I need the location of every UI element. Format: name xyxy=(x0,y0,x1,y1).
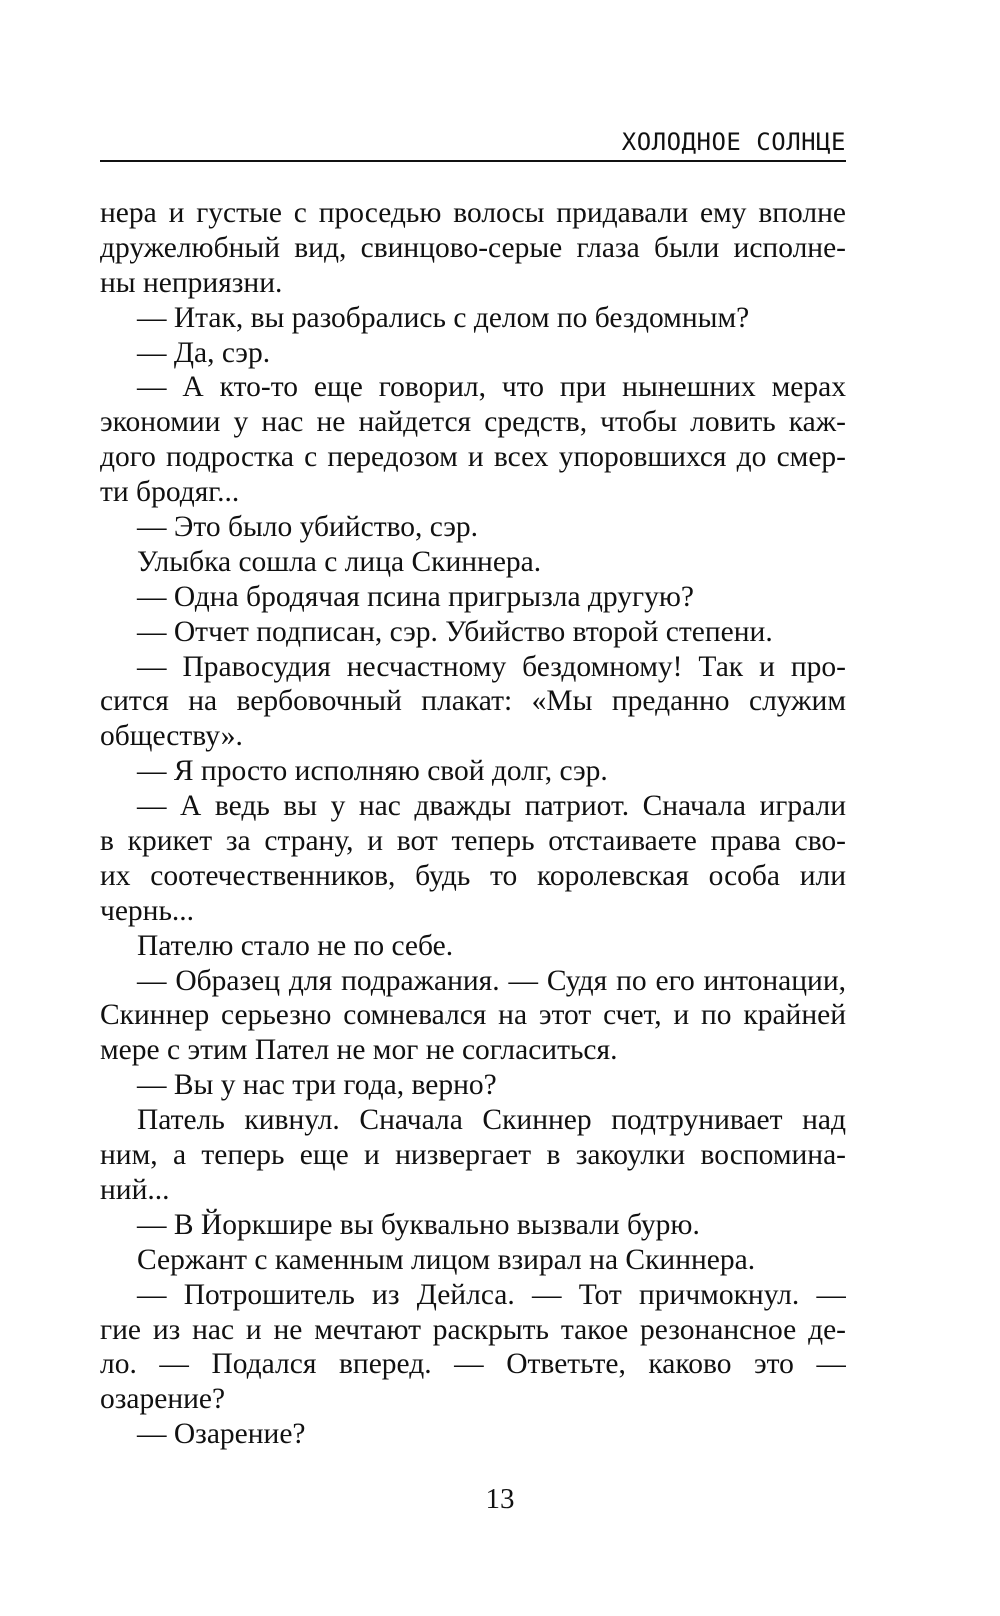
text-line: — Я просто исполняю свой долг, сэр. xyxy=(137,755,608,788)
text-line: — Образец для подражания. — Судя по его интонации, xyxy=(137,964,846,997)
body-text xyxy=(100,196,846,1452)
text-line: дружелюбный вид, свинцово-серые глаза были исполне- xyxy=(100,231,846,264)
text-line: в крикет за страну, и вот теперь отстаиваете права сво- xyxy=(100,825,846,858)
text-line: нера и густые с проседью волосы придавали ему вполне xyxy=(100,197,846,229)
text-line: — Правосудия несчастному бездомному! Так и про- xyxy=(137,650,846,683)
text-line: дого подростка с передозом и всех упоровшихся до смер- xyxy=(100,441,846,474)
text-line: — А кто-то еще говорил, что при нынешних мерах xyxy=(137,371,846,404)
text-line: Скиннер серьезно сомневался на этот счет, и по крайней xyxy=(100,999,846,1032)
text-line: — Потрошитель из Дейлса. — Тот причмокнул. — xyxy=(137,1278,846,1311)
text-line: ны неприязни. xyxy=(100,266,283,299)
text-line: ти бродяг... xyxy=(100,476,240,509)
text-line: ний... xyxy=(100,1173,170,1206)
text-line: экономии у нас не найдется средств, чтобы ловить каж- xyxy=(100,406,846,439)
text-line: — Это было убийство, сэр. xyxy=(137,511,479,544)
text-line: ло. — Подался вперед. — Ответьте, каково это — xyxy=(100,1348,846,1381)
text-line: — А ведь вы у нас дважды патриот. Сначала играли xyxy=(137,790,846,823)
text-line: мере с этим Пател не мог не согласиться. xyxy=(100,1034,618,1067)
text-line: — Одна бродячая псина пригрызла другую? xyxy=(137,580,695,613)
text-line: — В Йоркшире вы буквально вызвали бурю. xyxy=(137,1208,700,1241)
text-line: гие из нас и не мечтают раскрыть такое резонансное де- xyxy=(100,1313,846,1346)
running-head xyxy=(100,126,846,162)
text-line: Улыбка сошла с лица Скиннера. xyxy=(137,545,542,578)
text-line: их соотечественников, будь то королевская особа или xyxy=(100,859,846,892)
text-line: Патель кивнул. Сначала Скиннер подтрунивает над xyxy=(137,1104,846,1137)
text-line: Пателю стало не по себе. xyxy=(137,929,454,962)
text-line: обществу». xyxy=(100,720,243,753)
running-title: ХОЛОДНОЕ СОЛНЦЕ xyxy=(621,128,846,156)
text-line: — Вы у нас три года, верно? xyxy=(137,1069,497,1102)
text-line: — Итак, вы разобрались с делом по бездомным? xyxy=(137,301,750,334)
page-number: 13 xyxy=(485,1483,515,1515)
text-line: — Да, сэр. xyxy=(137,336,271,369)
text-line: чернь... xyxy=(100,894,195,927)
text-line: — Отчет подписан, сэр. Убийство второй степени. xyxy=(137,615,773,648)
text-line: сится на вербовочный плакат: «Мы преданно служим xyxy=(100,685,846,718)
text-line: ним, а теперь еще и низвергает в закоулки воспомина- xyxy=(100,1139,846,1172)
text-line: озарение? xyxy=(100,1383,226,1416)
text-line: Сержант с каменным лицом взирал на Скиннера. xyxy=(137,1243,756,1276)
text-line: — Озарение? xyxy=(137,1418,306,1451)
